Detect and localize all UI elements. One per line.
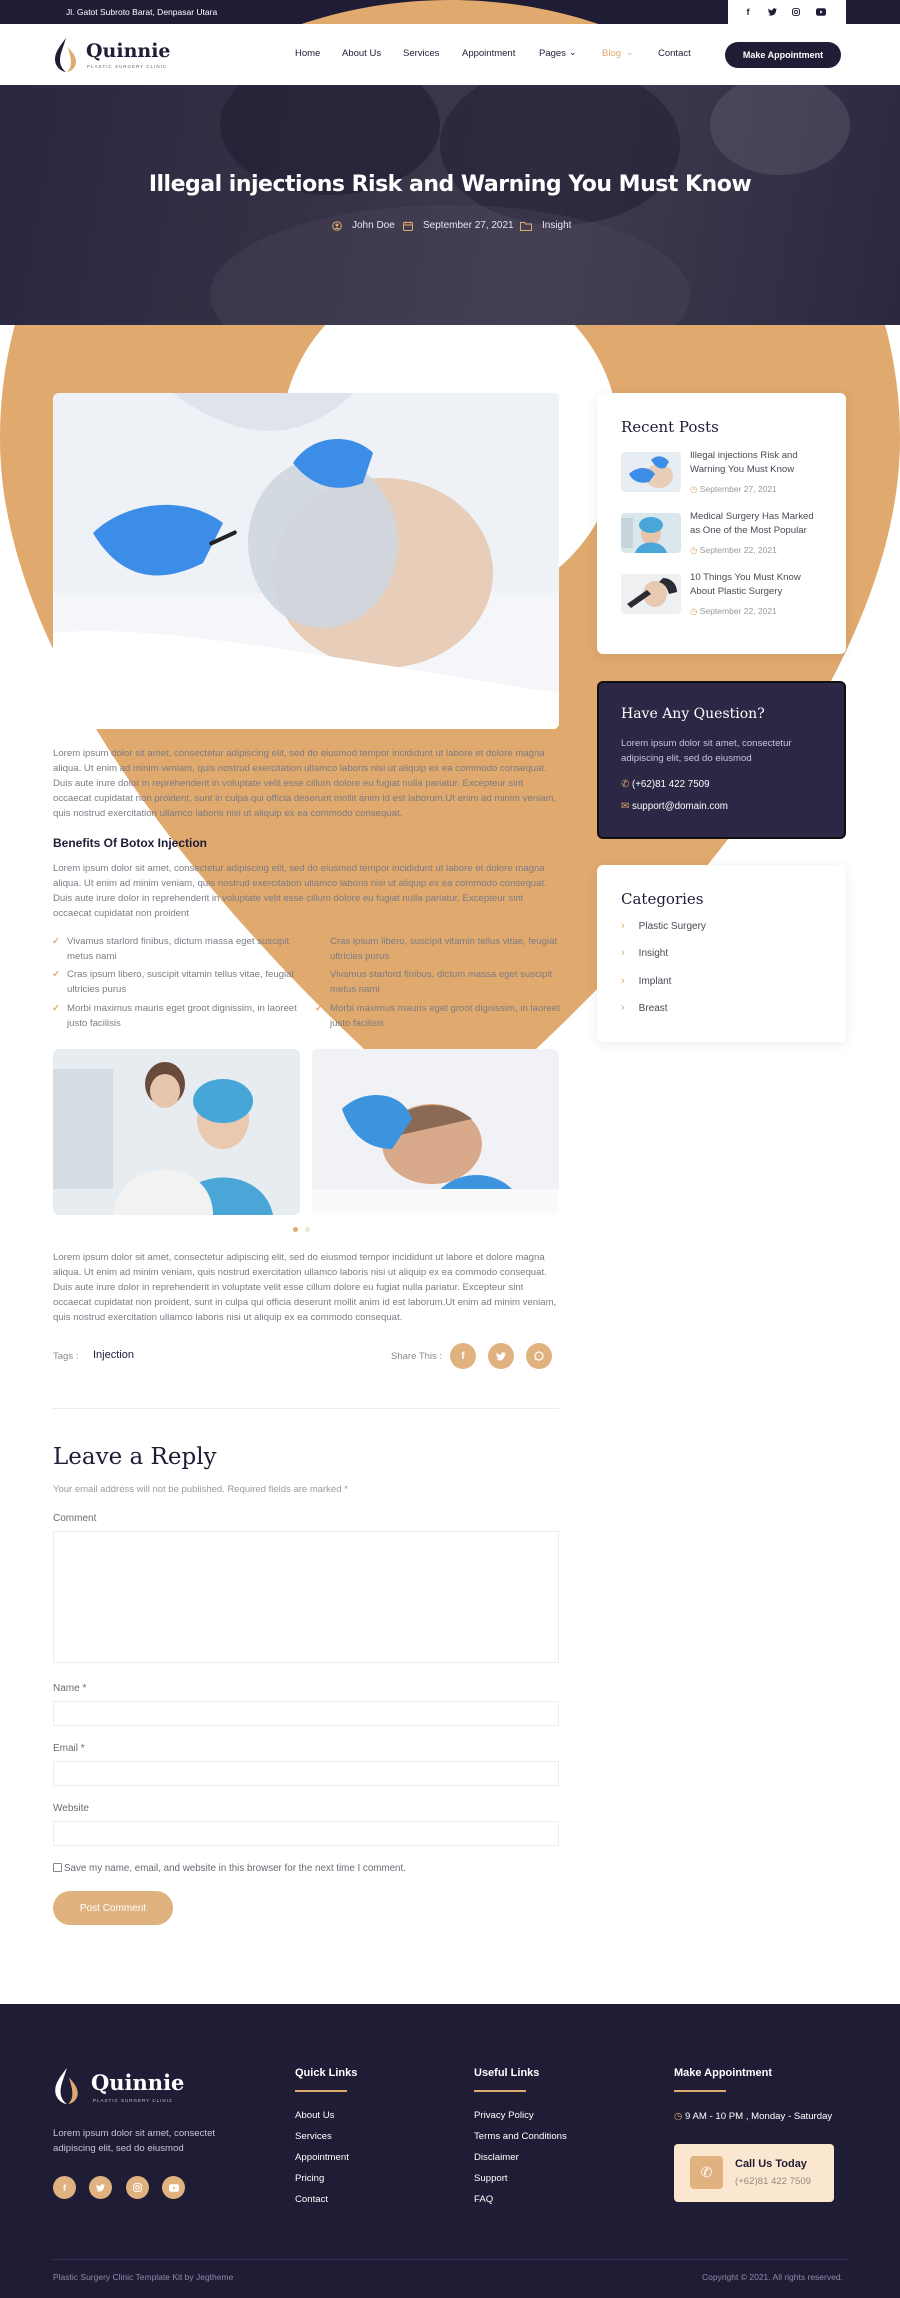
clock-icon: ◷ (690, 545, 698, 555)
category-link[interactable]: › Plastic Surgery (621, 920, 706, 932)
footer-divider (53, 2259, 847, 2260)
footer-link[interactable]: Services (295, 2131, 332, 2142)
footer-link[interactable]: About Us (295, 2110, 335, 2121)
opening-hours: ◷ 9 AM - 10 PM , Monday - Saturday (674, 2111, 833, 2122)
folder-icon (520, 221, 532, 231)
name-label: Name * (53, 1683, 87, 1694)
article-paragraph-1: Lorem ipsum dolor sit amet, consectetur adipiscing elit, sed do eiusmod tempor incididunt ut labore et dolore magna aliqua. Ut enim ad minim veniam, quis nostrud exercitation ullamco laboris nisi ut aliquip ex ea commodo consequat. Duis aute irure dolor in reprehenderit in voluptate velit esse cillum dolore eu fugiat nulla pariatur. Excepteur sint occaecat cupidatat non proident, sunt in culpa qui officia deserunt mollit anim id est laborum.Ut enim ad minim veniam, quis nostrud exercitation ullamco laboris nisi ut aliquip ex ea commodo consequat. (53, 748, 557, 819)
footer-link[interactable]: Privacy Policy (474, 2110, 534, 2121)
checklist-item: ✓ Cras ipsum libero, suscipit vitamin tellus vitae, feugiat ultricies purus (52, 969, 295, 995)
chevron-down-icon: ⌄ (626, 47, 634, 57)
footer-link[interactable]: Support (474, 2173, 508, 2184)
website-label: Website (53, 1803, 89, 1814)
check-icon: ✓ (52, 1003, 61, 1014)
footer-link[interactable]: Contact (295, 2194, 329, 2205)
nav-home[interactable]: Home (295, 48, 321, 59)
logo-icon[interactable] (52, 37, 80, 73)
categories-heading: Categories (621, 890, 704, 908)
post-category[interactable] (520, 220, 571, 231)
chevron-right-icon: › (621, 947, 625, 959)
email-link[interactable]: ✉ support@domain.com (621, 801, 728, 812)
quick-links-heading: Quick Links (295, 2067, 358, 2079)
gallery-image-2[interactable] (312, 1049, 559, 1215)
article-paragraph-3: Lorem ipsum dolor sit amet, consectetur adipiscing elit, sed do eiusmod tempor incididunt ut labore et dolore magna aliqua. Ut enim ad minim veniam, quis nostrud exercitation ullamco laboris nisi ut aliquip ex ea commodo consequat. Duis aute irure dolor in reprehenderit in voluptate velit esse cillum dolore eu fugiat nulla pariatur. Excepteur sint occaecat cupidatat non proident, sunt in culpa qui officia deserunt mollit anim id est laborum.Ut enim ad minim veniam, quis nostrud exercitation ullamco laboris nisi ut aliquip ex ea commodo consequat. (53, 1252, 557, 1323)
make-appointment-button[interactable]: Make Appointment (725, 42, 841, 68)
facebook-share-icon[interactable]: f (450, 1343, 476, 1369)
user-icon (332, 221, 342, 231)
recent-post-thumb[interactable] (621, 452, 681, 492)
chevron-right-icon: › (621, 1002, 625, 1014)
footer-instagram-icon[interactable] (126, 2176, 149, 2199)
instagram-icon[interactable] (792, 8, 800, 16)
facebook-icon[interactable]: f (746, 7, 750, 17)
twitter-share-icon[interactable] (488, 1343, 514, 1369)
checklist-item: ✓ Vivamus starlord finibus, dictum massa eget suscipit metus nami (315, 969, 553, 995)
post-author[interactable] (332, 220, 395, 231)
clock-icon: ◷ (690, 484, 698, 494)
article-paragraph-2: Lorem ipsum dolor sit amet, consectetur adipiscing elit, sed do eiusmod tempor incididunt ut labore et dolore magna aliqua. Ut enim ad minim veniam, quis nostrud exercitation ullamco laboris nisi ut aliquip ex ea commodo consequat. Duis aute irure dolor in reprehenderit in voluptate velit esse cillum dolore eu fugiat nulla pariatur. Excepteur sint occaecat cupidatat non proident (53, 863, 547, 919)
chevron-down-icon: ⌄ (569, 47, 577, 57)
address-text: Jl. Gatot Subroto Barat, Denpasar Utara (66, 7, 218, 17)
nav-pages[interactable]: Pages (539, 48, 566, 59)
website-field[interactable] (53, 1821, 559, 1846)
heading-underline (295, 2090, 347, 2092)
author-name[interactable]: John Doe (352, 220, 395, 231)
whatsapp-share-icon[interactable] (526, 1343, 552, 1369)
checklist-item: ✓ Cras ipsum libero, suscipit vitamin tellus vitae, feugiat ultricies purus (315, 936, 558, 962)
tags-label: Tags : (53, 1351, 79, 1362)
call-phone[interactable]: (+62)81 422 7509 (735, 2176, 812, 2187)
email-label: Email * (53, 1743, 85, 1754)
section-divider (53, 1408, 559, 1409)
checklist-item: ✓ Morbi maximus mauris eget groot dignissim, in laoreet justo facilisis (315, 1003, 560, 1029)
chevron-right-icon: › (621, 920, 625, 932)
category-link[interactable]: › Implant (621, 975, 672, 987)
brand-name[interactable]: Quinnie (86, 40, 171, 62)
nav-services[interactable]: Services (403, 48, 440, 59)
post-comment-button[interactable]: Post Comment (53, 1891, 173, 1925)
footer-link[interactable]: FAQ (474, 2194, 494, 2205)
question-text: Lorem ipsum dolor sit amet, consectetur adipiscing elit, sed do eiusmod (621, 738, 792, 764)
date-text: September 27, 2021 (423, 220, 514, 231)
footer-logo-icon[interactable] (52, 2065, 82, 2107)
mail-icon: ✉ (621, 801, 630, 812)
save-info-checkbox[interactable] (53, 1863, 62, 1872)
call-title: Call Us Today (735, 2158, 807, 2170)
footer-link[interactable]: Appointment (295, 2152, 349, 2163)
footer-link[interactable]: Terms and Conditions (474, 2131, 567, 2142)
category-link[interactable]: › Insight (621, 947, 669, 959)
share-label: Share This : (391, 1351, 443, 1362)
tag-link[interactable]: Injection (93, 1349, 134, 1361)
nav-contact[interactable]: Contact (658, 48, 691, 59)
footer-twitter-icon[interactable] (89, 2176, 112, 2199)
youtube-icon[interactable] (816, 8, 826, 16)
footer-youtube-icon[interactable] (162, 2176, 185, 2199)
post-title: Illegal injections Risk and Warning You Must Know (148, 172, 752, 197)
recent-post-date: ◷ September 22, 2021 (690, 606, 777, 616)
footer-credit: Plastic Surgery Clinic Template Kit by Jegtheme (53, 2272, 234, 2282)
phone-link[interactable]: ✆ (+62)81 422 7509 (621, 779, 710, 790)
nav-about[interactable]: About Us (342, 48, 382, 59)
heading-underline (474, 2090, 526, 2092)
footer-copyright: Copyright © 2021. All rights reserved. (702, 2272, 843, 2282)
category-link[interactable]: › Breast (621, 1002, 668, 1014)
recent-post-title[interactable]: Medical Surgery Has Marked as One of the Most Popular (690, 511, 814, 536)
recent-post-thumb[interactable] (621, 513, 681, 553)
appointment-heading: Make Appointment (674, 2067, 772, 2079)
gallery-image-1[interactable] (53, 1049, 300, 1215)
brand-tagline: PLASTIC SURGERY CLINIC (87, 64, 168, 69)
phone-icon: ✆ (690, 2156, 723, 2189)
email-field[interactable] (53, 1761, 559, 1786)
twitter-icon[interactable] (768, 8, 777, 16)
recent-post-title[interactable]: Illegal injections Risk and Warning You Must Know (690, 450, 798, 475)
save-info-label[interactable]: Save my name, email, and website in this browser for the next time I comment. (64, 1863, 406, 1874)
recent-post-date: ◷ September 27, 2021 (690, 484, 777, 494)
reply-note: Your email address will not be published. Required fields are marked * (53, 1484, 348, 1495)
checklist-item: ✓ Vivamus starlord finibus, dictum massa eget suscipit metus nami (52, 936, 290, 962)
footer-brand-name[interactable]: Quinnie (91, 2070, 185, 2095)
footer-about: Lorem ipsum dolor sit amet, consectet adipiscing elit, sed do eiusmod (53, 2128, 216, 2154)
slider-dot[interactable] (305, 1227, 310, 1232)
checklist-item: ✓ Morbi maximus mauris eget groot dignissim, in laoreet justo facilisis (52, 1003, 297, 1029)
nav-appointment[interactable]: Appointment (462, 48, 516, 59)
slider-dot-active[interactable] (293, 1227, 298, 1232)
footer-brand-tagline: PLASTIC SURGERY CLINIC (93, 2098, 174, 2103)
recent-post-date: ◷ September 22, 2021 (690, 545, 777, 555)
name-field[interactable] (53, 1701, 559, 1726)
footer-facebook-icon[interactable]: f (53, 2176, 76, 2199)
reply-heading: Leave a Reply (53, 1444, 217, 1470)
article-subheading: Benefits Of Botox Injection (53, 836, 208, 850)
chevron-right-icon: › (621, 975, 625, 987)
check-icon: ✓ (315, 936, 324, 947)
useful-links-heading: Useful Links (474, 2067, 540, 2079)
recent-post-thumb[interactable] (621, 574, 681, 614)
comment-textarea[interactable] (53, 1531, 559, 1663)
phone-icon: ✆ (621, 779, 630, 790)
article-featured-image (53, 393, 559, 729)
clock-icon: ◷ (674, 2111, 683, 2122)
nav-blog[interactable]: Blog (602, 48, 622, 59)
check-icon: ✓ (315, 969, 324, 980)
heading-underline (674, 2090, 726, 2092)
comment-label: Comment (53, 1513, 97, 1524)
check-icon: ✓ (315, 1003, 324, 1014)
footer-link[interactable]: Pricing (295, 2173, 325, 2184)
footer-link[interactable]: Disclaimer (474, 2152, 519, 2163)
hero-overlay (0, 85, 900, 325)
category-text[interactable]: Insight (542, 220, 572, 231)
question-heading: Have Any Question? (621, 706, 765, 722)
check-icon: ✓ (52, 936, 61, 947)
recent-posts-heading: Recent Posts (621, 418, 719, 436)
recent-post-title[interactable]: 10 Things You Must Know About Plastic Surgery (690, 572, 801, 597)
calendar-icon (403, 221, 413, 231)
post-date (403, 220, 514, 231)
clock-icon: ◷ (690, 606, 698, 616)
check-icon: ✓ (52, 969, 61, 980)
